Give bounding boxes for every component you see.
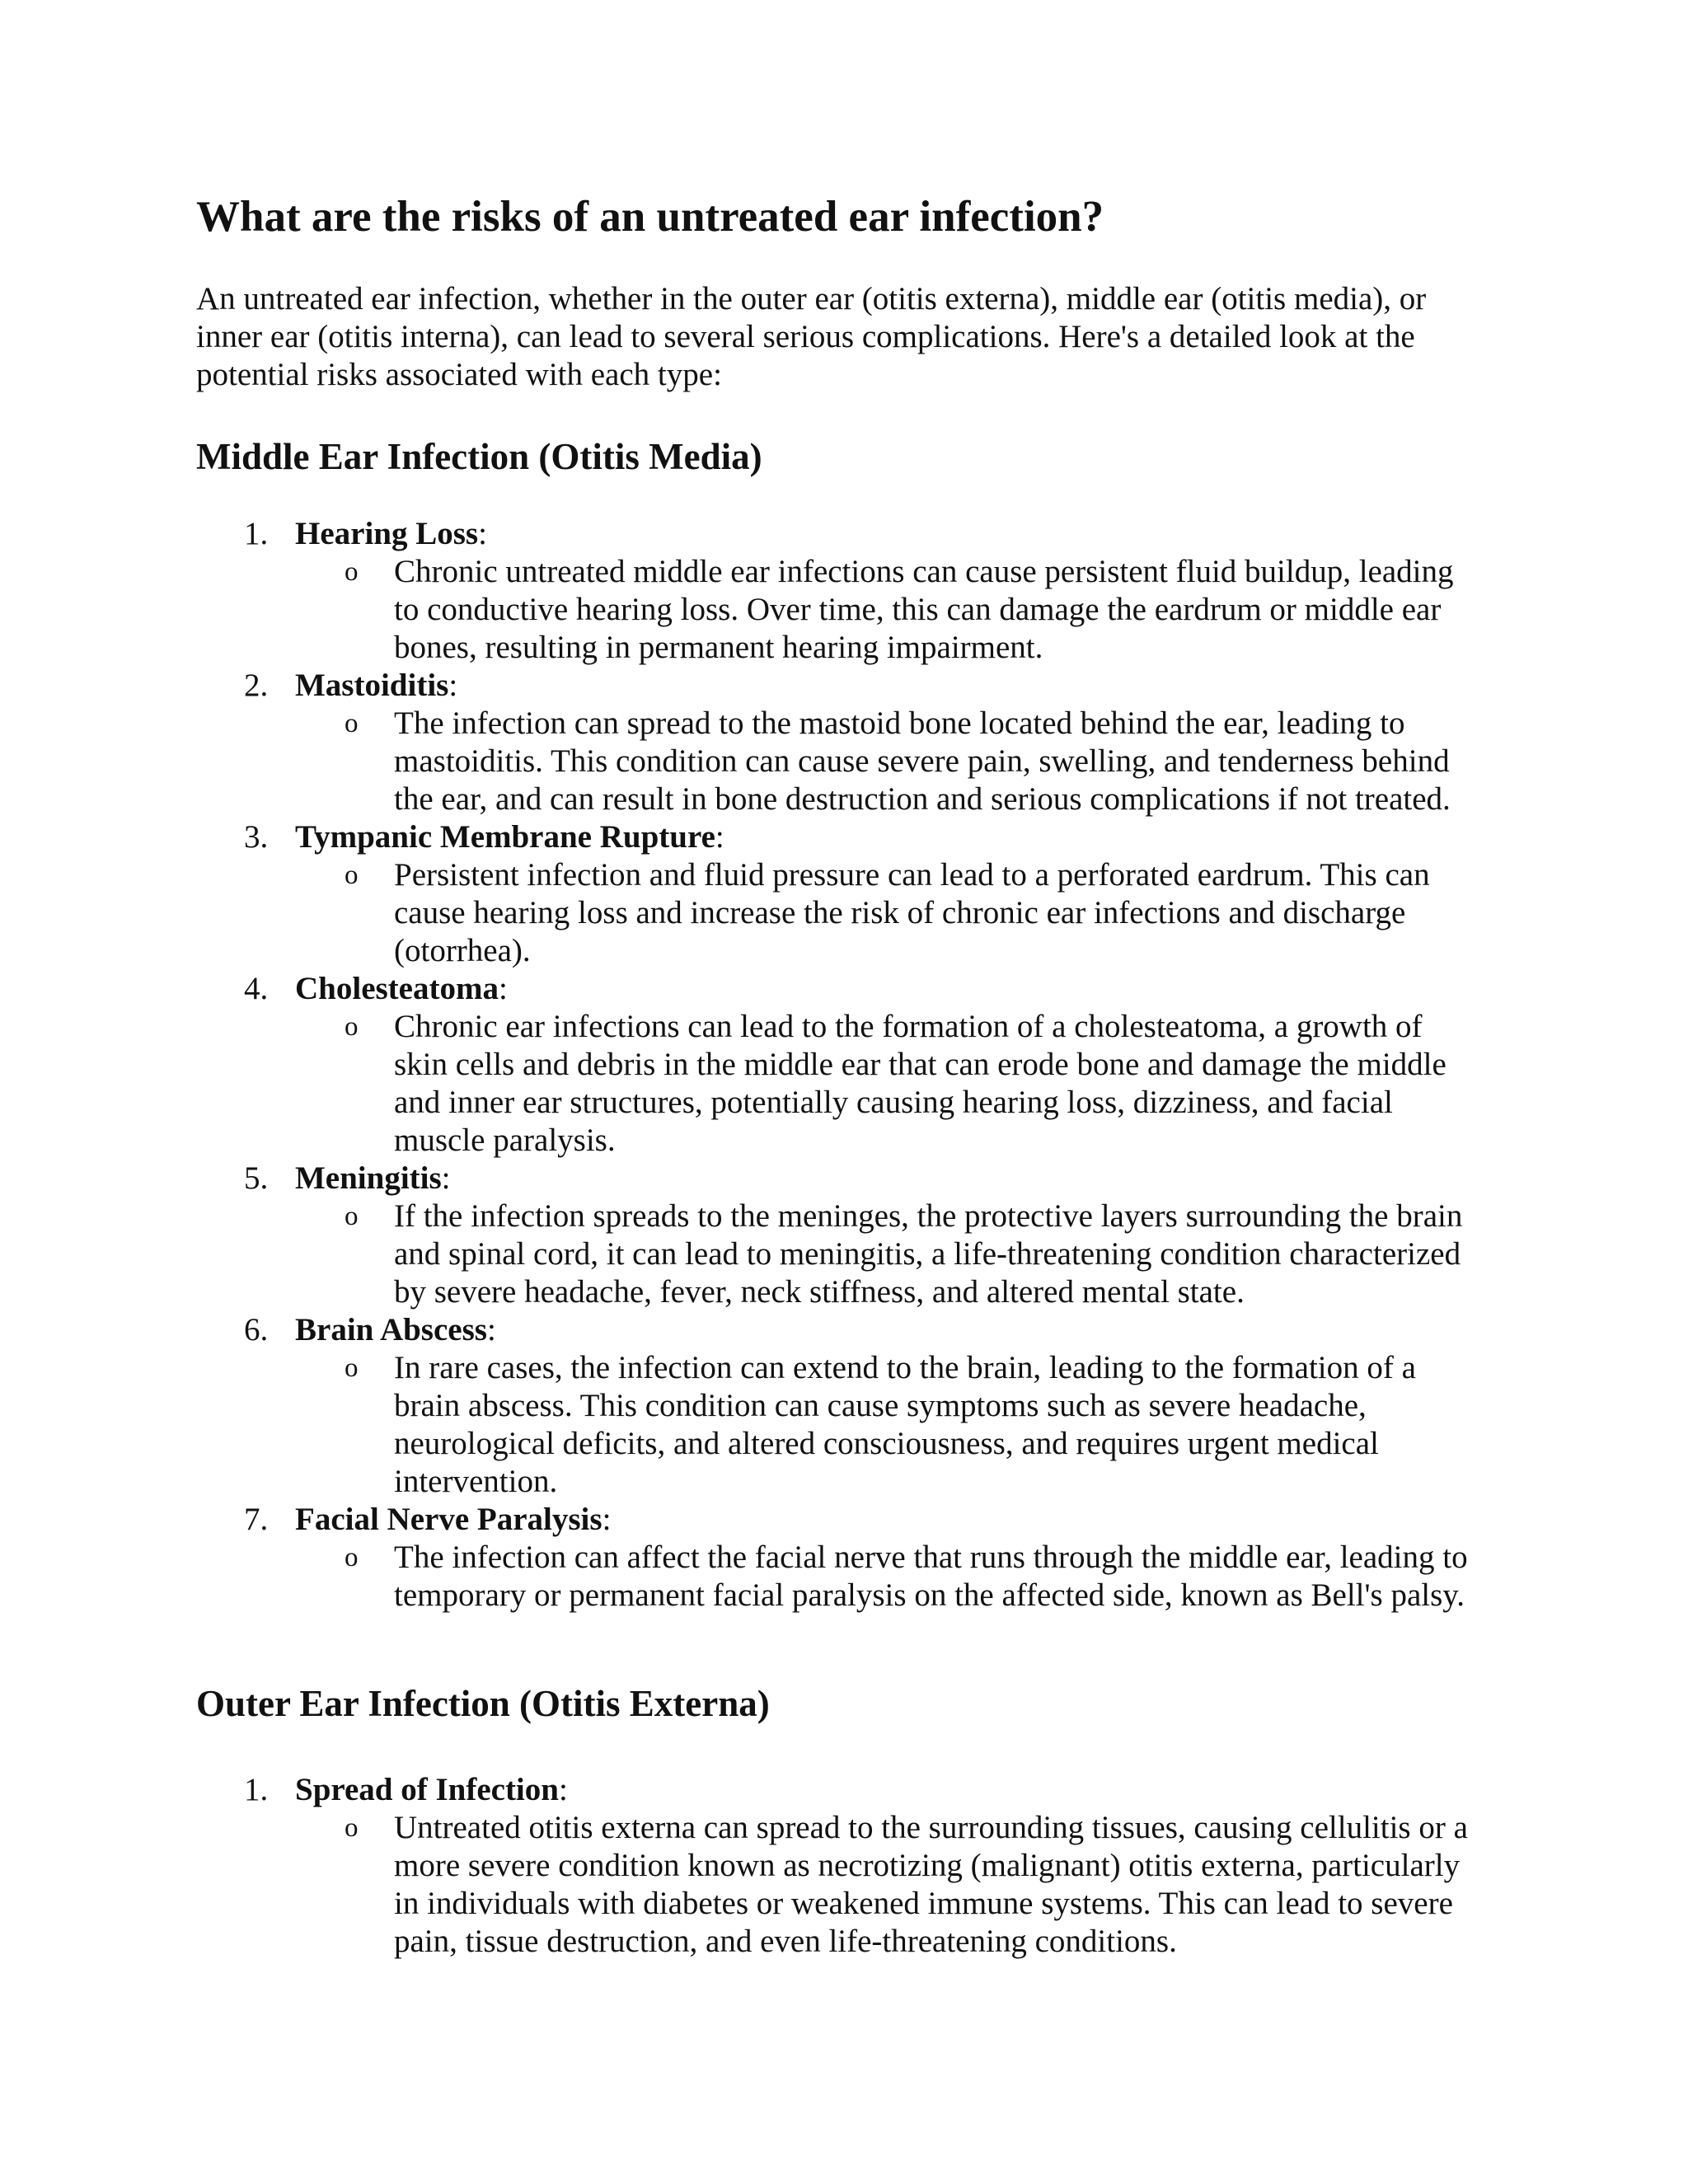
risk-detail	[196, 1809, 1482, 1961]
risk-detail	[196, 856, 1482, 970]
risk-name: Facial Nerve Paralysis	[295, 1502, 603, 1537]
risk-name: Cholesteatoma	[295, 971, 499, 1006]
risk-heading	[196, 1771, 1482, 1809]
list-item	[196, 818, 1482, 970]
risk-detail-text: Chronic ear infections can lead to the formation of a cholesteatoma, a growth of skin cells and debris in the middle ear that can erode bone and damage the middle and inner ear structures, potentially causing hearing loss, dizziness, and facial muscle paralysis.	[394, 1009, 1447, 1158]
colon: :	[478, 516, 487, 551]
risk-list-outer-ear	[196, 1771, 1482, 1961]
risk-name: Brain Abscess	[295, 1312, 487, 1347]
risk-detail	[196, 705, 1482, 818]
hollow-bullet-icon: o	[345, 1813, 359, 1843]
risk-heading	[196, 970, 1482, 1008]
risk-list-middle-ear	[196, 515, 1482, 1615]
risk-detail-text: The infection can spread to the mastoid bone located behind the ear, leading to mastoiditis. This condition can cause severe pain, swelling, and tenderness behind the ear, and can result in bone destruction and serious complications if not treated.	[394, 705, 1451, 817]
risk-name: Hearing Loss	[295, 516, 479, 551]
risk-detail	[196, 1539, 1482, 1615]
risk-heading	[196, 1311, 1482, 1349]
list-item	[196, 970, 1482, 1160]
list-item	[196, 1501, 1482, 1615]
colon: :	[441, 1160, 451, 1196]
hollow-bullet-icon: o	[345, 1202, 359, 1231]
colon: :	[715, 819, 724, 855]
item-number: 3.	[244, 819, 269, 855]
colon: :	[448, 668, 458, 703]
list-item	[196, 1771, 1482, 1961]
item-number: 4.	[244, 971, 269, 1006]
item-number: 7.	[244, 1502, 269, 1537]
hollow-bullet-icon: o	[345, 1543, 359, 1572]
item-number: 5.	[244, 1160, 269, 1196]
list-item	[196, 1311, 1482, 1501]
item-number: 1.	[244, 516, 269, 551]
hollow-bullet-icon: o	[345, 1353, 359, 1383]
risk-detail	[196, 1008, 1482, 1160]
risk-heading	[196, 818, 1482, 856]
risk-name: Tympanic Membrane Rupture	[295, 819, 715, 855]
risk-heading	[196, 1160, 1482, 1197]
section-heading-outer-ear: Outer Ear Infection (Otitis Externa)	[196, 1683, 770, 1724]
item-number: 6.	[244, 1312, 269, 1347]
list-item	[196, 1160, 1482, 1311]
risk-detail-text: The infection can affect the facial nerve that runs through the middle ear, leading to temporary or permanent facial paralysis on the affected side, known as Bell's palsy.	[394, 1540, 1468, 1613]
list-item	[196, 515, 1482, 667]
list-item	[196, 667, 1482, 818]
item-number: 2.	[244, 668, 269, 703]
hollow-bullet-icon: o	[345, 557, 359, 587]
document-page	[196, 0, 1482, 2184]
risk-name: Spread of Infection	[295, 1772, 559, 1807]
risk-heading	[196, 1501, 1482, 1539]
risk-detail	[196, 553, 1482, 667]
risk-heading	[196, 667, 1482, 705]
risk-name: Mastoiditis	[295, 668, 449, 703]
risk-detail-text: Persistent infection and fluid pressure can lead to a perforated eardrum. This can cause hearing loss and increase the risk of chronic ear infections and discharge (otorrhea).	[394, 857, 1430, 968]
hollow-bullet-icon: o	[345, 860, 359, 890]
risk-name: Meningitis	[295, 1160, 442, 1196]
intro-paragraph: An untreated ear infection, whether in the outer ear (otitis externa), middle ear (otitis media), or inner ear (otitis interna), can lead to several serious complications. Here's a detailed look at the potential risks associated with each type:	[196, 281, 1427, 392]
risk-detail-text: If the infection spreads to the meninges, the protective layers surrounding the brain and spinal cord, it can lead to meningitis, a life-threatening condition characterized by severe headache, fever, neck stiffness, and altered mental state.	[394, 1198, 1463, 1310]
colon: :	[498, 971, 508, 1006]
risk-detail	[196, 1349, 1482, 1501]
risk-detail-text: In rare cases, the infection can extend to the brain, leading to the formation of a brain abscess. This condition can cause symptoms such as severe headache, neurological deficits, and altered consciousness, and requires urgent medical intervention.	[394, 1350, 1416, 1499]
item-number: 1.	[244, 1772, 269, 1807]
colon: :	[558, 1772, 568, 1807]
colon: :	[602, 1502, 612, 1537]
risk-detail	[196, 1197, 1482, 1311]
risk-detail-text: Chronic untreated middle ear infections can cause persistent fluid buildup, leading to conductive hearing loss. Over time, this can damage the eardrum or middle ear bones, resulting in permanent hearing impairment.	[394, 554, 1454, 665]
section-heading-middle-ear: Middle Ear Infection (Otitis Media)	[196, 436, 762, 477]
hollow-bullet-icon: o	[345, 709, 359, 738]
risk-heading	[196, 515, 1482, 553]
hollow-bullet-icon: o	[345, 1012, 359, 1042]
risk-detail-text: Untreated otitis externa can spread to the surrounding tissues, causing cellulitis or a more severe condition known as necrotizing (malignant) otitis externa, particularly in individuals with diabetes or weakened immune systems. This can lead to severe pain, tissue destruction, and even life-threatening conditions.	[394, 1810, 1468, 1959]
page-title: What are the risks of an untreated ear infection?	[196, 193, 1104, 241]
colon: :	[486, 1312, 496, 1347]
